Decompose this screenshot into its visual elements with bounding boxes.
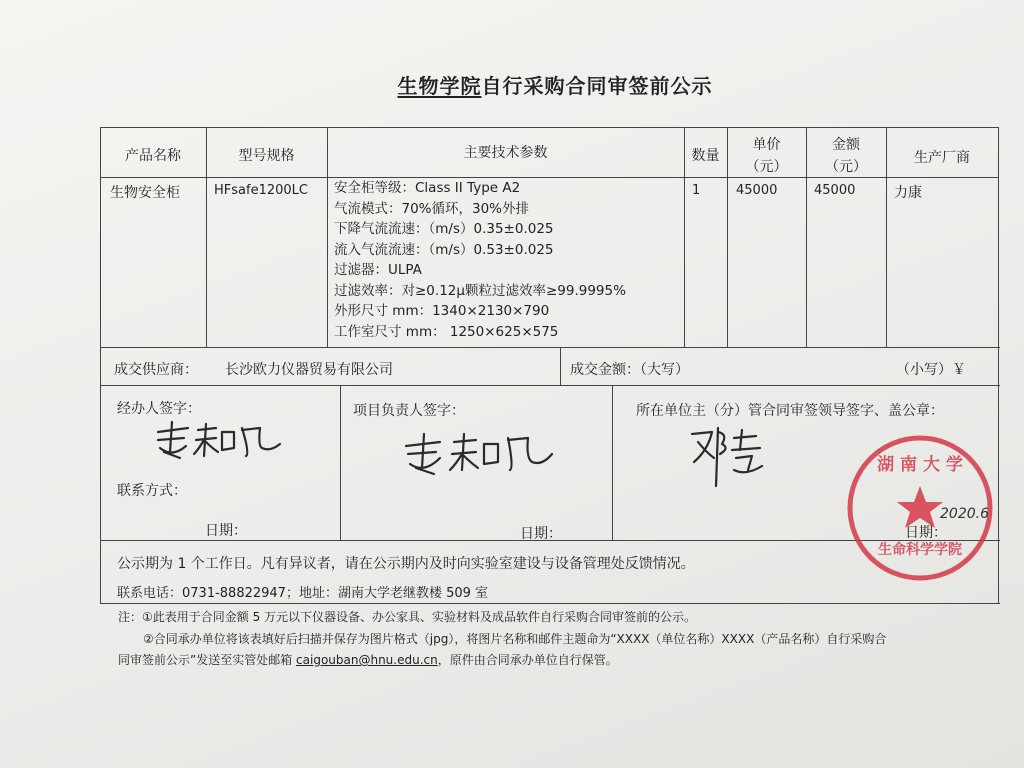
leader-date-label: 日期： — [905, 525, 947, 541]
sign-divider-1 — [340, 385, 341, 540]
footnote-3-end: ，原件由合同承办单位自行保管。 — [437, 653, 618, 667]
tech-param-line: 工作室尺寸 mm： 1250×625×575 — [334, 323, 559, 340]
title-text: 自行采购合同审签前公示 — [481, 74, 713, 98]
header-amount-unit: （元） — [825, 159, 867, 175]
header-tech-params: 主要技术参数 — [463, 145, 548, 161]
header-unit-price: 单价 — [752, 137, 781, 153]
supplier-label: 成交供应商： — [114, 362, 198, 378]
tech-param-line: 过滤效率：对≥0.12μ颗粒过滤效率≥99.9995% — [334, 282, 626, 299]
table-top-border — [100, 127, 998, 128]
leader-sign-label: 所在单位主（分）管合同审签领导签字、盖公章： — [636, 403, 944, 419]
supplier-name: 长沙欧力仪器贸易有限公司 — [225, 362, 393, 378]
cell-manufacturer: 力康 — [894, 185, 922, 201]
supplier-divider — [560, 347, 561, 385]
leader-signature — [686, 424, 770, 490]
tech-param-line: 气流模式：70%循环，30%外排 — [334, 200, 530, 217]
footnote-2: ②合同承办单位将该表填好后扫描并保存为图片格式（jpg），将图片名称和邮件主题命为“XXXX（单位名称）XXXX（产品名称）自行采购合 — [143, 632, 887, 646]
handler-date-label: 日期： — [205, 523, 247, 539]
table-bottom-border — [100, 603, 1000, 604]
header-unit-price-unit: （元） — [745, 159, 788, 175]
header-amount: 金额 — [832, 137, 860, 153]
tech-param-line: 安全柜等级：Class II Type A2 — [334, 180, 521, 196]
cell-tech-params — [334, 178, 626, 342]
footnote-1: 注：①此表用于合同金额 5 万元以下仪器设备、办公家具、实验材料及成品软件自行采购合同审签前的公示。 — [118, 610, 697, 624]
deal-amount-label: 成交金额：（大写） — [570, 362, 689, 378]
tech-param-line: 外形尺寸 mm：1340×2130×790 — [334, 303, 550, 319]
page-title — [0, 70, 1024, 99]
deal-amount-small-label: （小写）￥ — [896, 362, 966, 378]
cell-product-name: 生物安全柜 — [110, 185, 180, 201]
handler-signature — [150, 418, 290, 462]
header-manufacturer: 生产厂商 — [914, 150, 970, 166]
title-department: 生物学院 — [397, 74, 482, 98]
table-left-border — [100, 127, 101, 603]
notice-contact: 联系电话：0731-88822947；地址：湖南大学老继教楼 509 室 — [117, 586, 489, 601]
cell-amount: 45000 — [814, 183, 856, 198]
handwritten-date: 2020.6 — [940, 506, 989, 522]
footnote-3 — [118, 651, 618, 668]
table-right-border — [998, 127, 999, 603]
project-lead-sign-label: 项目负责人签字： — [353, 403, 465, 419]
header-model: 型号规格 — [238, 148, 295, 164]
sign-divider-2 — [612, 385, 613, 540]
header-quantity: 数量 — [691, 148, 720, 164]
notice-period: 公示期为 1 个工作日。凡有异议者，请在公示期内及时向实验室建设与设备管理处反馈情况。 — [117, 556, 695, 572]
project-lead-signature — [400, 428, 560, 476]
seal-bottom-text: 生命科学学院 — [878, 542, 962, 558]
office-email-link[interactable]: caigouban@hnu.edu.cn — [296, 653, 438, 667]
seal-top-text: 湖 南 大 学 — [877, 455, 963, 475]
supplier-bottom-border — [100, 385, 1000, 386]
header-product-name: 产品名称 — [125, 148, 181, 164]
contact-label: 联系方式： — [117, 483, 187, 499]
row-bottom-border — [100, 347, 1000, 348]
footnote-3-start: 同审签前公示”发送至实管处邮箱 — [118, 653, 297, 667]
cell-model: HFsafe1200LC — [214, 183, 308, 198]
handler-sign-label: 经办人签字： — [117, 401, 201, 417]
tech-param-line: 流入气流流速：（m/s）0.53±0.025 — [334, 241, 554, 258]
project-date-label: 日期： — [520, 526, 562, 542]
cell-unit-price: 45000 — [736, 183, 778, 198]
tech-param-line: 下降气流流速：（m/s）0.35±0.025 — [334, 221, 554, 237]
cell-quantity: 1 — [692, 183, 701, 198]
tech-param-line: 过滤器：ULPA — [334, 262, 422, 278]
